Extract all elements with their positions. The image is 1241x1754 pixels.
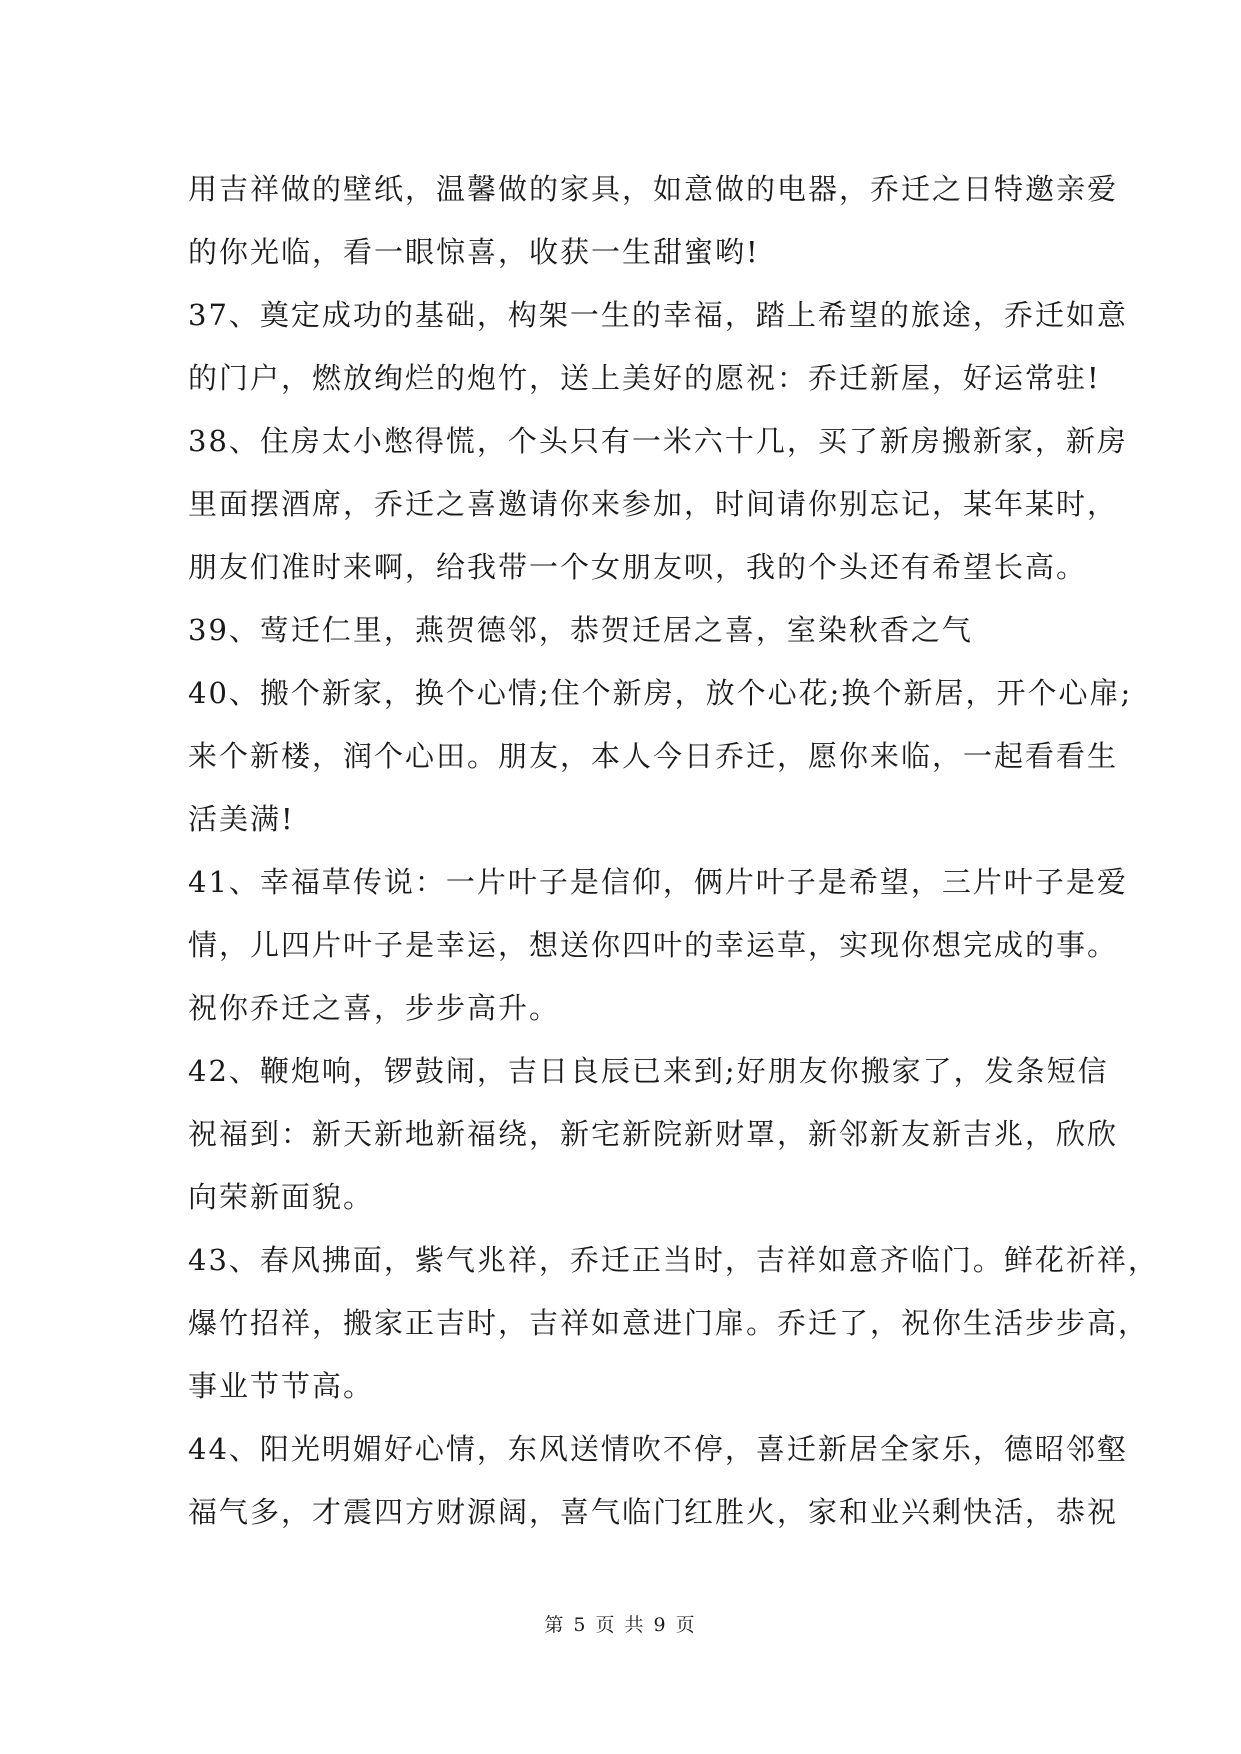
text-line: 41、幸福草传说：一片叶子是信仰，俩片叶子是希望，三片叶子是爱	[188, 865, 1128, 899]
text-line: 福气多，才震四方财源阔，喜气临门红胜火，家和业兴剩快活，恭祝	[188, 1495, 1119, 1529]
text-line: 祝你乔迁之喜，步步高升。	[188, 991, 561, 1025]
document-body	[188, 158, 1159, 1544]
text-line: 的你光临，看一眼惊喜，收获一生甜蜜哟!	[188, 235, 760, 269]
text-line: 向荣新面貌。	[188, 1180, 375, 1214]
text-line: 37、奠定成功的基础，构架一生的幸福，踏上希望的旅途，乔迁如意	[188, 298, 1128, 332]
text-line: 的门户，燃放绚烂的炮竹，送上美好的愿祝：乔迁新屋，好运常驻!	[188, 361, 1101, 395]
text-line: 情，儿四片叶子是幸运，想送你四叶的幸运草，实现你想完成的事。	[188, 928, 1119, 962]
text-line: 用吉祥做的壁纸，温馨做的家具，如意做的电器，乔迁之日特邀亲爱	[188, 172, 1119, 206]
text-line: 40、搬个新家，换个心情;住个新房，放个心花;换个新居，开个心扉;	[188, 676, 1133, 710]
text-line: 活美满!	[188, 802, 295, 836]
text-line: 44、阳光明媚好心情，东风送情吹不停，喜迁新居全家乐，德昭邻壑	[188, 1432, 1128, 1466]
page-number-footer: 第 5 页 共 9 页	[544, 1614, 697, 1636]
text-line: 事业节节高。	[188, 1369, 375, 1403]
text-line: 里面摆酒席，乔迁之喜邀请你来参加，时间请你别忘记，某年某时，	[188, 487, 1119, 521]
text-line: 42、鞭炮响，锣鼓闹，吉日良辰已来到;好朋友你搬家了，发条短信	[188, 1054, 1109, 1088]
text-line: 爆竹招祥，搬家正吉时，吉祥如意进门扉。乔迁了，祝你生活步步高，	[188, 1306, 1150, 1340]
text-line: 43、春风拂面，紫气兆祥，乔迁正当时，吉祥如意齐临门。鲜花祈祥，	[188, 1243, 1159, 1277]
text-line: 38、住房太小憋得慌，个头只有一米六十几，买了新房搬新家，新房	[188, 424, 1128, 458]
text-line: 来个新楼，润个心田。朋友，本人今日乔迁，愿你来临，一起看看生	[188, 739, 1119, 773]
text-line: 祝福到：新天新地新福绕，新宅新院新财罩，新邻新友新吉兆，欣欣	[188, 1117, 1119, 1151]
text-line: 39、莺迁仁里，燕贺德邻，恭贺迁居之喜，室染秋香之气	[188, 613, 973, 647]
text-line: 朋友们准时来啊，给我带一个女朋友呗，我的个头还有希望长高。	[188, 550, 1088, 584]
